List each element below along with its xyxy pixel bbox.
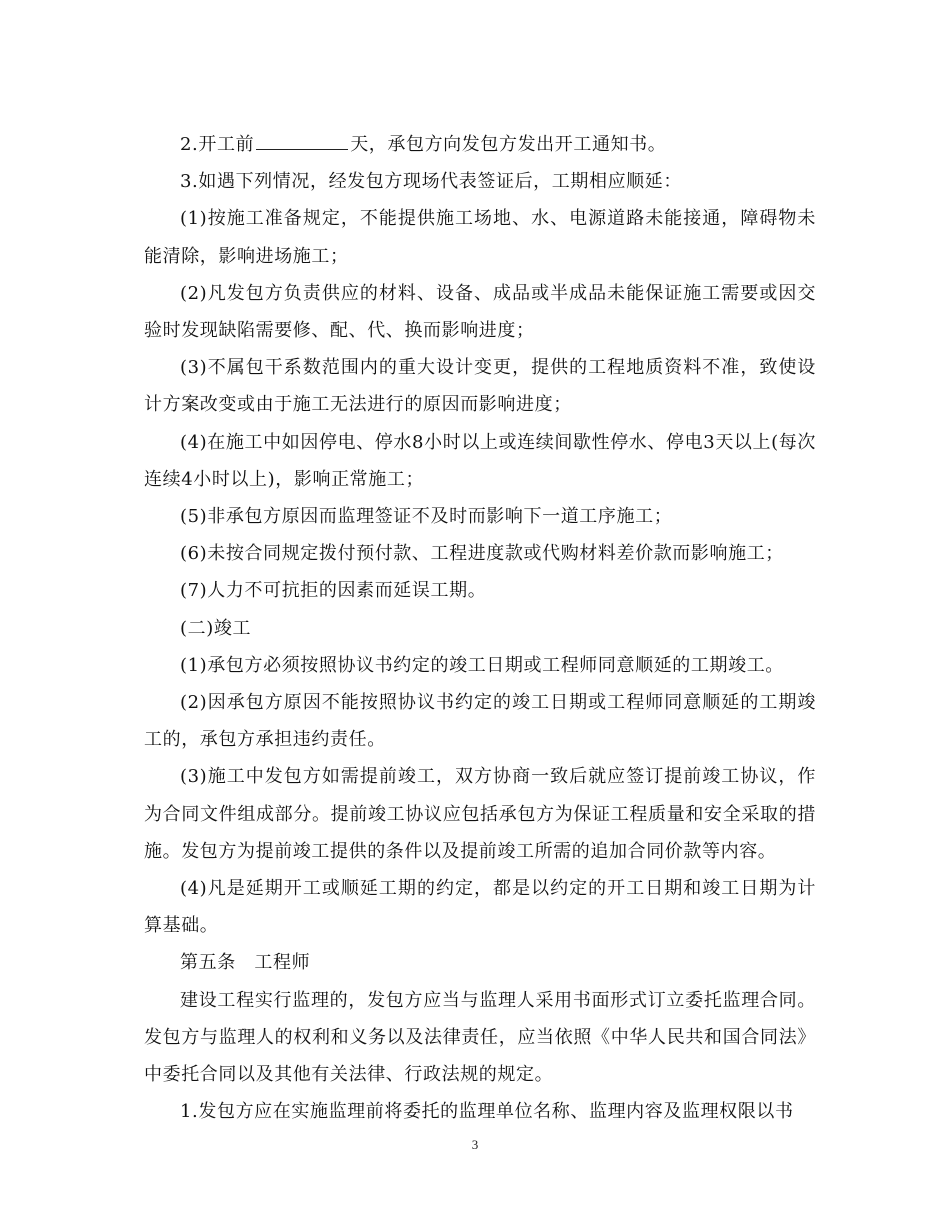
paragraph: (2)凡发包方负责供应的材料、设备、成品或半成品未能保证施工需要或因交验时发现缺陷需要修、配、代、换而影响进度；	[144, 282, 816, 342]
paragraph: (4)凡是延期开工或顺延工期的约定，都是以约定的开工日期和竣工日期为计算基础。	[144, 878, 816, 937]
paragraph: (1)按施工准备规定，不能提供施工场地、水、电源道路未能接通，障碍物未能清除，影响进场施工；	[144, 208, 816, 267]
article-heading: 第五条 工程师	[180, 952, 311, 974]
body-text	[144, 126, 816, 1130]
paragraph-text: 天，承包方向发包方发出开工通知书。	[350, 134, 667, 155]
paragraph-start-notice	[144, 126, 816, 163]
paragraph: (3)施工中发包方如需提前竣工，双方协商一致后就应签订提前竣工协议，作为合同文件组成部分。提前竣工协议应包括承包方为保证工程质量和安全采取的措施。发包方为提前竣工提供的条件以及提前竣工所需的追加合同价款等内容。	[144, 766, 816, 862]
page-number: 3	[471, 1137, 479, 1152]
paragraph: (6)未按合同规定拨付预付款、工程进度款或代购材料差价款而影响施工；	[180, 543, 784, 565]
paragraph: 1.发包方应在实施监理前将委托的监理单位名称、监理内容及监理权限以书	[180, 1101, 794, 1123]
paragraph: 建设工程实行监理的，发包方应当与监理人采用书面形式订立委托监理合同。发包方与监理人的权利和义务以及法律责任，应当依照《中华人民共和国合同法》中委托合同以及其他有关法律、行政法规的规定。	[144, 989, 816, 1086]
paragraph: (3)不属包干系数范围内的重大设计变更，提供的工程地质资料不准，致使设计方案改变或由于施工无法进行的原因而影响进度；	[144, 357, 816, 416]
paragraph: 3.如遇下列情况，经发包方现场代表签证后，工期相应顺延：	[180, 171, 682, 193]
fill-in-blank	[256, 131, 348, 150]
paragraph: (2)因承包方原因不能按照协议书约定的竣工日期或工程师同意顺延的工期竣工的，承包方承担违约责任。	[144, 692, 816, 751]
paragraph: (1)承包方必须按照协议书约定的竣工日期或工程师同意顺延的工期竣工。	[180, 654, 784, 676]
paragraph-text: 2.开工前	[180, 134, 255, 155]
section-heading: (二)竣工	[180, 617, 252, 639]
paragraph: (7)人力不可抗拒的因素而延误工期。	[180, 580, 487, 602]
paragraph: (4)在施工中如因停电、停水8小时以上或连续间歇性停水、停电3天以上(每次连续4小时以上)，影响正常施工；	[144, 431, 816, 490]
paragraph: (5)非承包方原因而监理签证不及时而影响下一道工序施工；	[180, 506, 673, 528]
